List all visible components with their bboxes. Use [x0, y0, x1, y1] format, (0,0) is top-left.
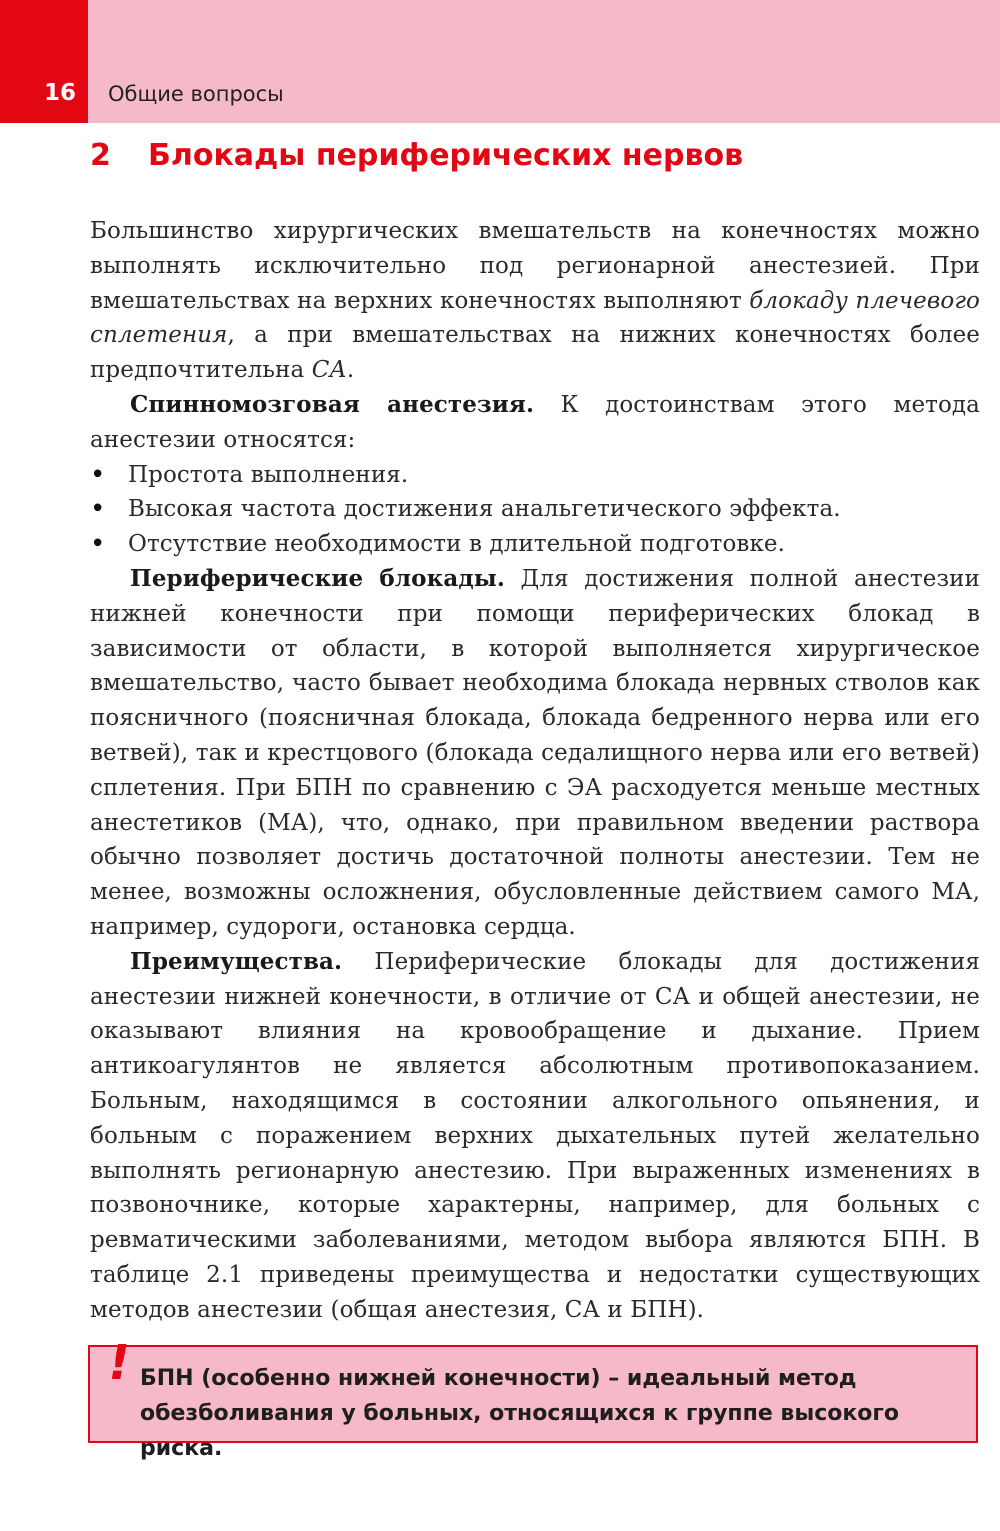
advantages-text: Периферические блокады для достижения анестезии нижней конечности, в отличие от СА и общей анестезии, не оказывают влияния на кровообращение и дыхание. Прием антикоагулянтов не является абсолютным противопоказанием. Больным, находящимся в состоянии алкогольного опьянения, и больным с поражением верхних дыхательных путей желательно выполнять регионарную анестезию. При выраженных изменениях в позвоночнике, которые характерны, например, для больных с ревматическими заболеваниями, методом выбора являются БПН. В таблице 2.1 приведены преимущества и недостатки существующих методов анестезии (общая анестезия, СА и БПН).	[90, 948, 980, 1323]
page-number: 16	[44, 80, 77, 106]
intro-text-3: .	[346, 357, 355, 384]
intro-text-1: Большинство хирургических вмешательств на конечностях можно выполнять исключительно под регионарной анестезией. При вмешательствах на верхних конечностях выполняют	[90, 218, 980, 314]
list-item: • Высокая частота достижения анальгетического эффекта.	[90, 492, 980, 527]
intro-italic-1: блокаду плечевого сплетения	[90, 287, 980, 349]
body-text	[90, 214, 980, 1328]
advantages-paragraph	[90, 945, 980, 1328]
spinal-paragraph	[90, 388, 980, 458]
exclamation-icon: !	[103, 1335, 135, 1391]
callout-text: БПН (особенно нижней конечности) – идеальный метод обезболивания у больных, относящихся к группе высокого риска.	[140, 1366, 900, 1461]
spinal-heading: Спинномозговая анестезия.	[130, 390, 535, 418]
running-head: Общие вопросы	[108, 82, 284, 106]
peripheral-text: Для достижения полной анестезии нижней конечности при помощи периферических блокад в зависимости от области, в которой выполняется хирургическое вмешательство, часто бывает необходима блокада нервных стволов как поясничного (поясничная блокада, блокада бедренного нерва или его ветвей), так и крестцового (блокада седалищного нерва или его ветвей) сплетения. При БПН по сравнению с ЭА расходуется меньше местных анестетиков (МА), что, однако, при правильном введении раствора обычно позволяет достичь достаточной полноты анестезии. Тем не менее, возможны осложнения, обусловленные действием самого МА, например, судороги, остановка сердца.	[90, 565, 980, 940]
peripheral-paragraph	[90, 562, 980, 945]
chapter-title-text: Блокады периферических нервов	[148, 138, 744, 173]
list-item: • Отсутствие необходимости в длительной подготовке.	[90, 527, 980, 562]
list-item: • Простота выполнения.	[90, 458, 980, 493]
callout-box	[88, 1335, 978, 1461]
intro-paragraph	[90, 214, 980, 388]
advantages-heading: Преимущества.	[130, 947, 343, 975]
chapter-number: 2	[90, 138, 111, 173]
spinal-bullet-list	[90, 458, 980, 562]
intro-italic-2: СА	[311, 357, 347, 384]
peripheral-heading: Периферические блокады.	[130, 564, 506, 592]
chapter-title	[90, 138, 743, 173]
spinal-text: К достоинствам этого метода анестезии относятся:	[90, 391, 980, 453]
intro-text-2: , а при вмешательствах на нижних конечностях более предпочтительна	[90, 322, 980, 384]
